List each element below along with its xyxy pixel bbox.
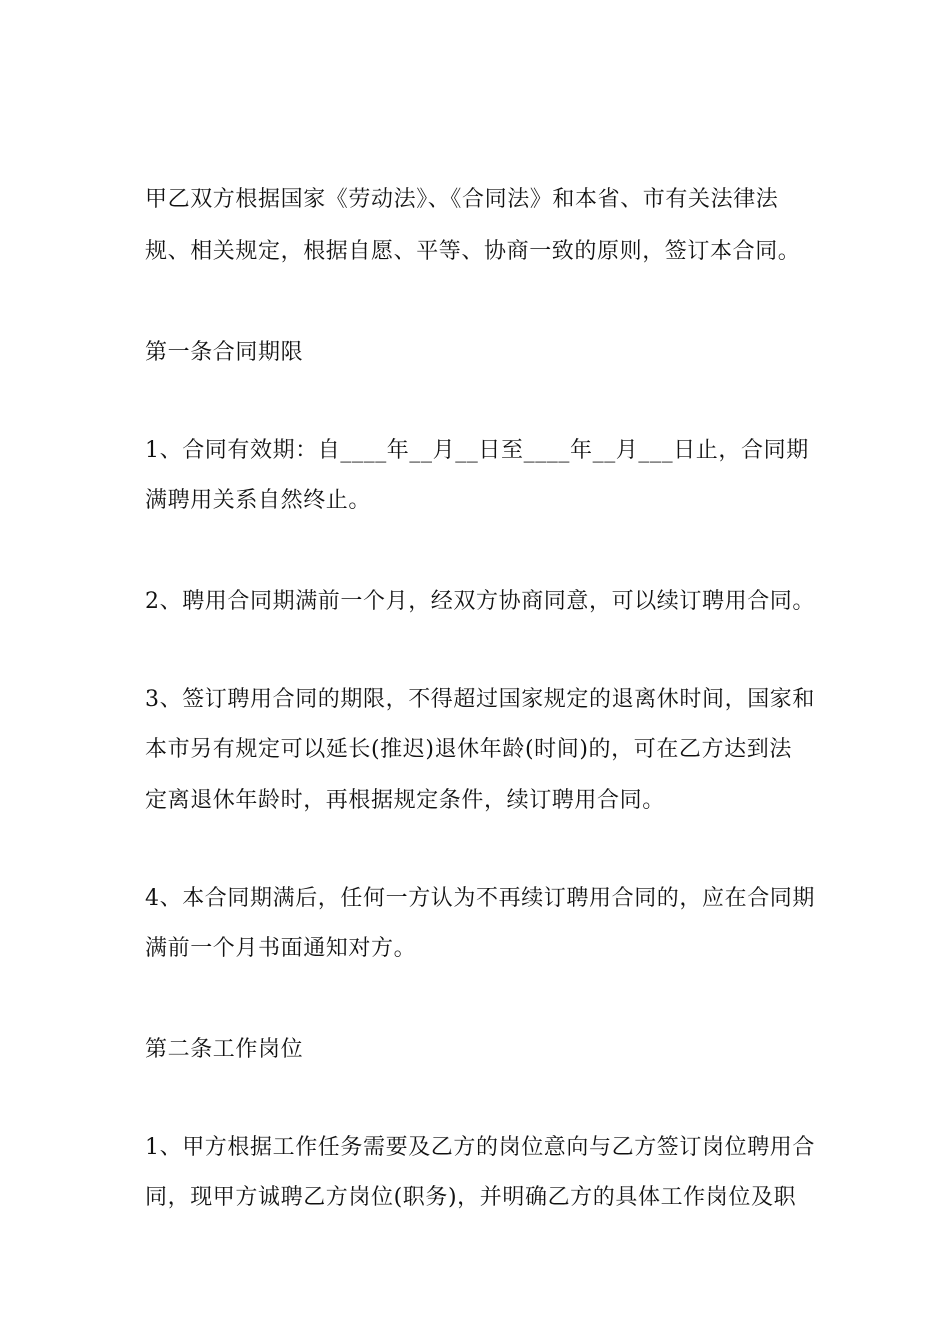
article-1-heading: 第一条合同期限 xyxy=(145,340,304,365)
clause-1-1-line-1: 1、合同有效期：自____年__月__日至____年__月___日止，合同期 xyxy=(145,438,809,463)
clause-1-2-line-1: 2、聘用合同期满前一个月，经双方协商同意，可以续订聘用合同。 xyxy=(145,589,815,614)
clause-1-4-line-2: 满前一个月书面通知对方。 xyxy=(145,936,417,961)
clause-1-4-line-1: 4、本合同期满后，任何一方认为不再续订聘用合同的，应在合同期 xyxy=(145,886,815,911)
intro-paragraph-line-2: 规、相关规定，根据自愿、平等、协商一致的原则，签订本合同。 xyxy=(145,239,801,264)
clause-1-3-line-3: 定离退休年龄时，再根据规定条件，续订聘用合同。 xyxy=(145,788,665,813)
clause-1-1-line-2: 满聘用关系自然终止。 xyxy=(145,488,372,513)
intro-paragraph-line-1: 甲乙双方根据国家《劳动法》、《合同法》和本省、市有关法律法 xyxy=(145,187,779,212)
clause-2-1-line-1: 1、甲方根据工作任务需要及乙方的岗位意向与乙方签订岗位聘用合 xyxy=(145,1135,815,1160)
article-2-heading: 第二条工作岗位 xyxy=(145,1037,304,1062)
clause-2-1-line-2: 同，现甲方诚聘乙方岗位(职务)，并明确乙方的具体工作岗位及职 xyxy=(145,1185,797,1210)
clause-1-3-line-1: 3、签订聘用合同的期限，不得超过国家规定的退离休时间，国家和 xyxy=(145,687,815,712)
clause-1-3-line-2: 本市另有规定可以延长(推迟)退休年龄(时间)的，可在乙方达到法 xyxy=(145,737,792,762)
